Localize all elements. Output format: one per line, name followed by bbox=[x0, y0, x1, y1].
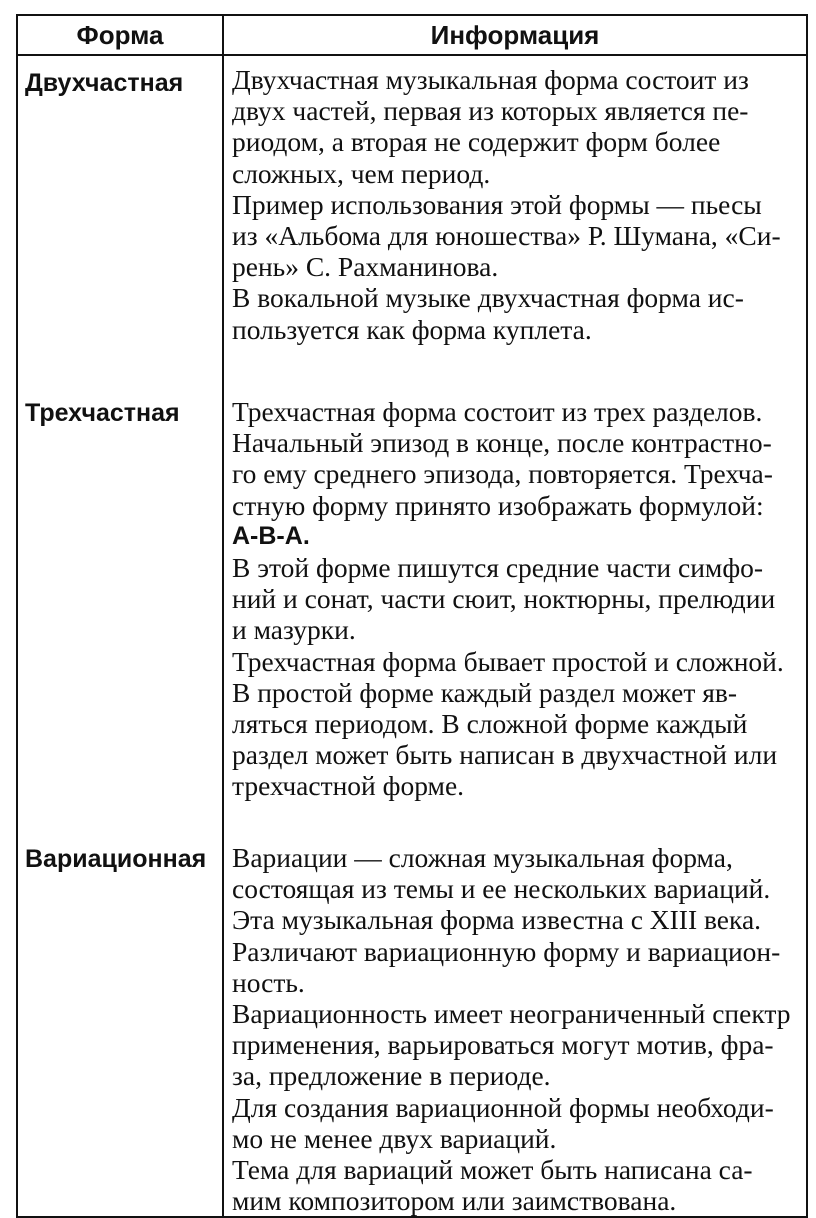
table-header-row bbox=[17, 15, 807, 55]
info-line: раздел может быть написан в двухчастной или bbox=[232, 739, 778, 771]
table-row bbox=[17, 814, 807, 1217]
info-line: сложных, чем период. bbox=[232, 157, 491, 189]
info-text bbox=[224, 56, 806, 345]
info-line: го ему среднего эпизода, повторяется. Трехча- bbox=[232, 458, 773, 490]
info-line: Начальный эпизод в конце, после контрастно- bbox=[232, 427, 772, 459]
info-line: и мазурки. bbox=[232, 614, 356, 646]
table-row bbox=[17, 55, 807, 368]
info-line: за, предложение в периоде. bbox=[232, 1060, 551, 1092]
info-cell bbox=[223, 368, 807, 814]
info-line: Тема для вариаций может быть написана са- bbox=[232, 1154, 753, 1186]
info-line: ний и сонат, части сюит, ноктюрны, прелюдии bbox=[232, 583, 776, 615]
form-cell bbox=[17, 55, 223, 368]
info-line: из «Альбома для юношества» Р. Шумана, «Си- bbox=[232, 220, 781, 252]
info-cell bbox=[223, 55, 807, 368]
info-line: Трехчастная форма состоит из трех разделов. bbox=[232, 396, 763, 427]
info-line: пользуется как форма куплета. bbox=[232, 313, 592, 345]
form-name: Вариационная bbox=[25, 845, 207, 873]
info-line: состоящая из темы и ее нескольких вариаций. bbox=[232, 873, 771, 905]
column-header-form: Форма bbox=[17, 15, 223, 55]
info-text bbox=[224, 368, 806, 802]
info-line: Пример использования этой формы — пьесы bbox=[232, 188, 762, 220]
form-name: Трехчастная bbox=[25, 399, 180, 427]
info-line: мим композитором или заимствована. bbox=[232, 1185, 677, 1217]
info-line: Эта музыкальная форма известна с XIII века. bbox=[232, 904, 762, 936]
info-line: мо не менее двух вариаций. bbox=[232, 1122, 557, 1154]
info-line: трехчастной форме. bbox=[232, 770, 465, 802]
formula-text: А-В-А. bbox=[232, 521, 310, 550]
music-forms-table bbox=[16, 14, 808, 1218]
info-line: стную форму принято изображать формулой: bbox=[232, 489, 764, 521]
info-line: Двухчастная музыкальная форма состоит из bbox=[232, 64, 749, 95]
info-line: Вариации — сложная музыкальная форма, bbox=[232, 842, 733, 873]
info-line: Вариационность имеет неограниченный спектр bbox=[232, 998, 791, 1030]
info-line: В этой форме пишутся средние части симфо- bbox=[232, 552, 764, 584]
info-line: ность. bbox=[232, 966, 305, 998]
table-row bbox=[17, 368, 807, 814]
info-line: применения, варьироваться могут мотив, фра- bbox=[232, 1029, 774, 1061]
info-line: В простой форме каждый раздел может яв- bbox=[232, 676, 738, 708]
column-header-info: Информация bbox=[223, 15, 807, 55]
info-line: рень» С. Рахманинова. bbox=[232, 251, 499, 283]
info-line: Трехчастная форма бывает простой и сложной. bbox=[232, 645, 784, 677]
info-line: Для создания вариационной формы необходи- bbox=[232, 1091, 774, 1123]
form-cell bbox=[17, 814, 223, 1217]
form-cell bbox=[17, 368, 223, 814]
info-cell bbox=[223, 814, 807, 1217]
info-line: ляться периодом. В сложной форме каждый bbox=[232, 708, 748, 740]
form-name: Двухчастная bbox=[25, 69, 184, 97]
info-line: риодом, а вторая не содержит форм более bbox=[232, 126, 721, 158]
info-line: Различают вариационную форму и вариацион- bbox=[232, 935, 781, 967]
info-line: В вокальной музыке двухчастная форма ис- bbox=[232, 282, 744, 314]
info-line: двух частей, первая из которых является пе- bbox=[232, 95, 749, 127]
info-text bbox=[224, 814, 806, 1216]
